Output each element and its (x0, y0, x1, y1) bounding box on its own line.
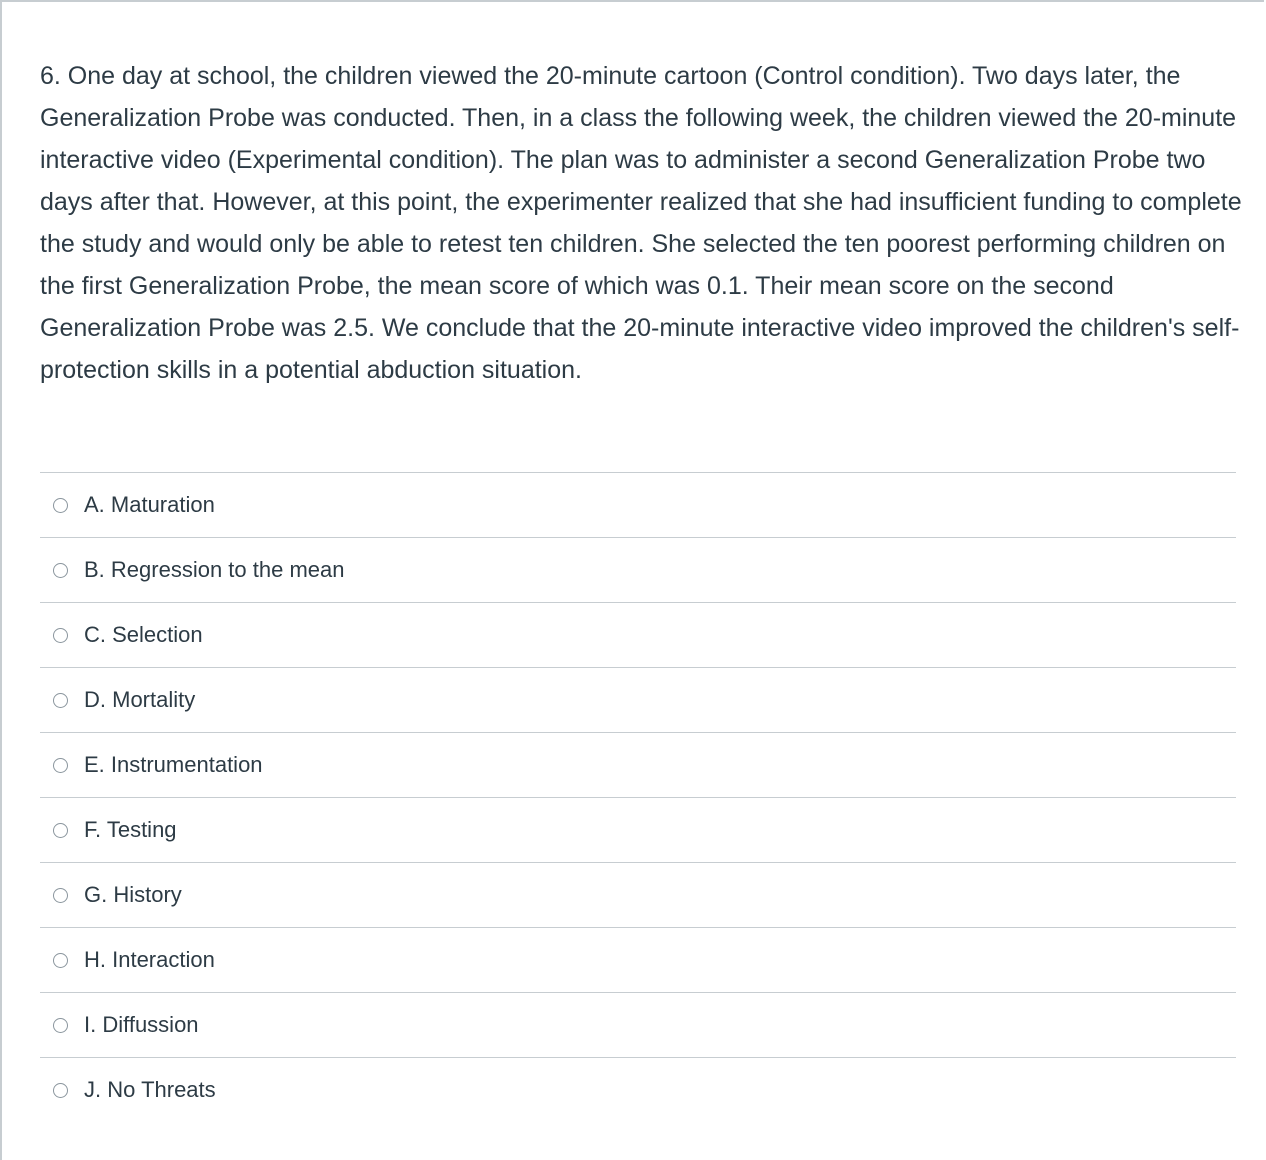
answer-label: E. Instrumentation (84, 752, 263, 777)
radio-button-icon[interactable] (53, 823, 68, 838)
answer-option-j[interactable] (40, 1057, 1236, 1122)
answer-label: F. Testing (84, 817, 177, 842)
answer-option-i[interactable] (40, 992, 1236, 1057)
answer-label: B. Regression to the mean (84, 557, 345, 582)
answer-option-h[interactable] (40, 927, 1236, 992)
question-text: 6. One day at school, the children viewed the 20-minute cartoon (Control condition). Two days later, the Generalization Probe was conducted. Then, in a class the following week, the children viewed the 20-minute interactive video (Experimental condition). The plan was to administer a second Generalization Probe two days after that. However, at this point, the experimenter realized that she had insufficient funding to complete the study and would only be able to retest ten children. She selected the ten poorest performing children on the first Generalization Probe, the mean score of which was 0.1. Their mean score on the second Generalization Probe was 2.5. We conclude that the 20-minute interactive video improved the children's self-protection skills in a potential abduction situation. (40, 62, 1242, 384)
answer-list (40, 472, 1236, 1122)
radio-button-icon[interactable] (53, 498, 68, 513)
answer-label: D. Mortality (84, 687, 196, 712)
answer-label: C. Selection (84, 622, 203, 647)
radio-button-icon[interactable] (53, 1018, 68, 1033)
answer-label: J. No Threats (84, 1077, 216, 1102)
radio-button-icon[interactable] (53, 1083, 68, 1098)
answer-option-e[interactable] (40, 732, 1236, 797)
radio-button-icon[interactable] (53, 693, 68, 708)
answer-option-g[interactable] (40, 862, 1236, 927)
radio-button-icon[interactable] (53, 628, 68, 643)
answer-label: G. History (84, 882, 182, 907)
radio-button-icon[interactable] (53, 563, 68, 578)
radio-button-icon[interactable] (53, 758, 68, 773)
answer-label: A. Maturation (84, 492, 215, 517)
answer-option-c[interactable] (40, 602, 1236, 667)
radio-button-icon[interactable] (53, 888, 68, 903)
answer-option-f[interactable] (40, 797, 1236, 862)
answer-label: H. Interaction (84, 947, 215, 972)
answer-option-d[interactable] (40, 667, 1236, 732)
answer-option-b[interactable] (40, 537, 1236, 602)
answer-option-a[interactable] (40, 472, 1236, 537)
answer-label: I. Diffussion (84, 1012, 199, 1037)
radio-button-icon[interactable] (53, 953, 68, 968)
